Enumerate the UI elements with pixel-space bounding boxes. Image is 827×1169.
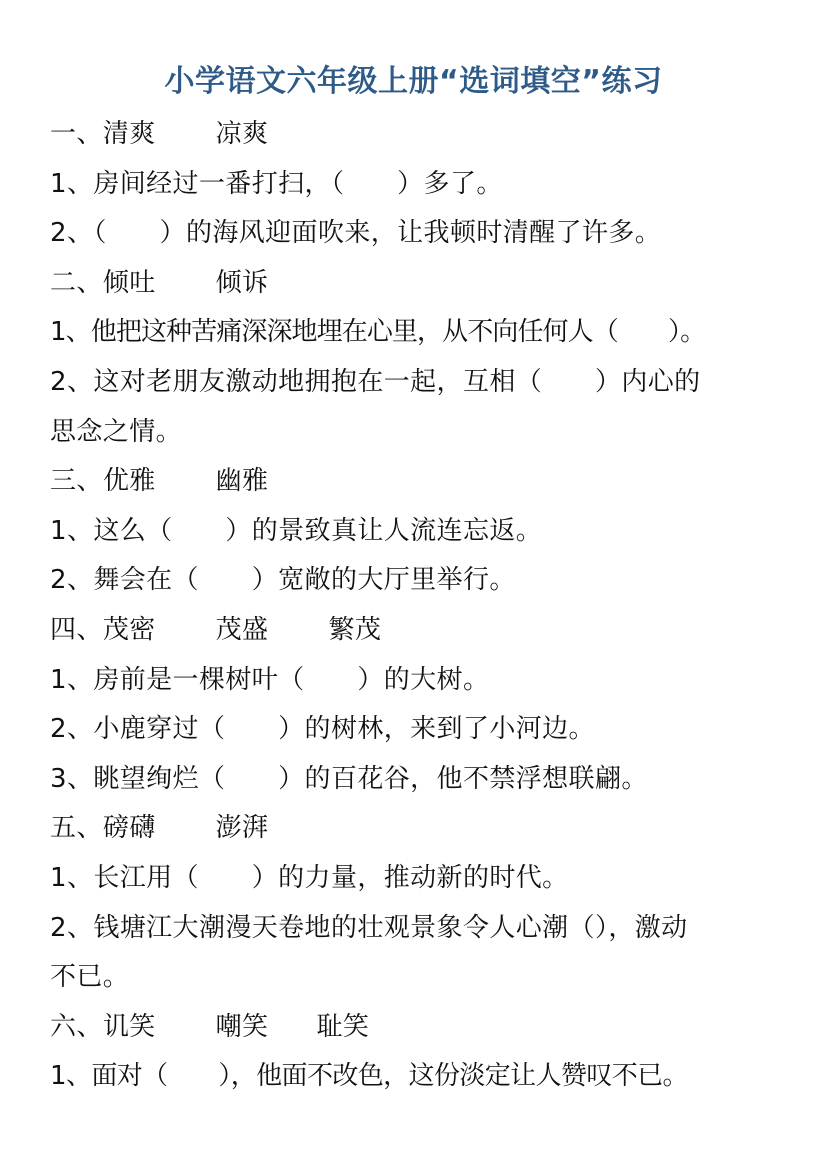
word-option: 耻笑 bbox=[316, 1011, 370, 1042]
section-number: 一、 bbox=[50, 119, 103, 149]
question-line: 2、（ ）的海风迎面吹来，让我顿时清醒了许多。 bbox=[50, 218, 662, 249]
section-heading-3 bbox=[50, 457, 785, 507]
section-heading-6 bbox=[50, 1003, 785, 1053]
word-option: 澎湃 bbox=[215, 813, 269, 844]
question-line: 1、他把这种苦痛深深地埋在心里，从不向任何人（ ）。 bbox=[50, 317, 706, 348]
section-number: 三、 bbox=[50, 466, 103, 497]
question-line: 2、小鹿穿过（ ）的树林，来到了小河边。 bbox=[50, 714, 595, 745]
section-heading-2 bbox=[50, 259, 785, 309]
page-title: 小学语文六年级上册“选词填空”练习 bbox=[164, 64, 663, 99]
word-option: 磅礴 bbox=[102, 813, 156, 844]
question-line-continued: 不已。 bbox=[50, 962, 130, 993]
section-number: 六、 bbox=[50, 1011, 103, 1042]
section-number: 四、 bbox=[50, 614, 103, 645]
word-option: 繁茂 bbox=[328, 614, 382, 645]
word-option: 凉爽 bbox=[215, 119, 269, 149]
word-option: 嘲笑 bbox=[215, 1011, 269, 1042]
word-option: 茂盛 bbox=[215, 614, 269, 645]
question-line: 1、房间经过一番打扫，（ ）多了。 bbox=[50, 168, 503, 199]
section-number: 二、 bbox=[50, 267, 103, 298]
word-option: 倾诉 bbox=[215, 267, 269, 298]
question-line: 2、这对老朋友激动地拥抱在一起，互相（ ）内心的 bbox=[50, 366, 701, 397]
word-option: 倾吐 bbox=[102, 267, 156, 298]
word-option: 讥笑 bbox=[102, 1011, 156, 1042]
word-option: 茂密 bbox=[102, 614, 156, 645]
question-line: 2、钱塘江大潮漫天卷地的壮观景象令人心潮（），激动 bbox=[50, 912, 688, 943]
question-line: 1、房前是一棵树叶（ ）的大树。 bbox=[50, 664, 490, 695]
section-number: 五、 bbox=[50, 813, 103, 844]
word-option: 幽雅 bbox=[215, 466, 269, 497]
word-option: 优雅 bbox=[102, 466, 156, 497]
word-option: 清爽 bbox=[102, 119, 156, 149]
question-line-continued: 思念之情。 bbox=[50, 416, 183, 447]
section-heading-4 bbox=[50, 606, 785, 656]
question-line: 1、长江用（ ）的力量，推动新的时代。 bbox=[50, 862, 569, 893]
question-line: 1、这么（ ）的景致真让人流连忘返。 bbox=[50, 515, 543, 546]
exercise-content bbox=[50, 110, 785, 1102]
section-heading-1 bbox=[50, 110, 785, 160]
question-line: 2、舞会在（ ）宽敞的大厅里举行。 bbox=[50, 565, 516, 596]
question-line: 3、眺望绚烂（ ）的百花谷，他不禁浮想联翩。 bbox=[50, 763, 648, 794]
question-line: 1、面对（ ），他面不改色，这份淡定让人赞叹不已。 bbox=[50, 1061, 688, 1092]
section-heading-5 bbox=[50, 804, 785, 854]
